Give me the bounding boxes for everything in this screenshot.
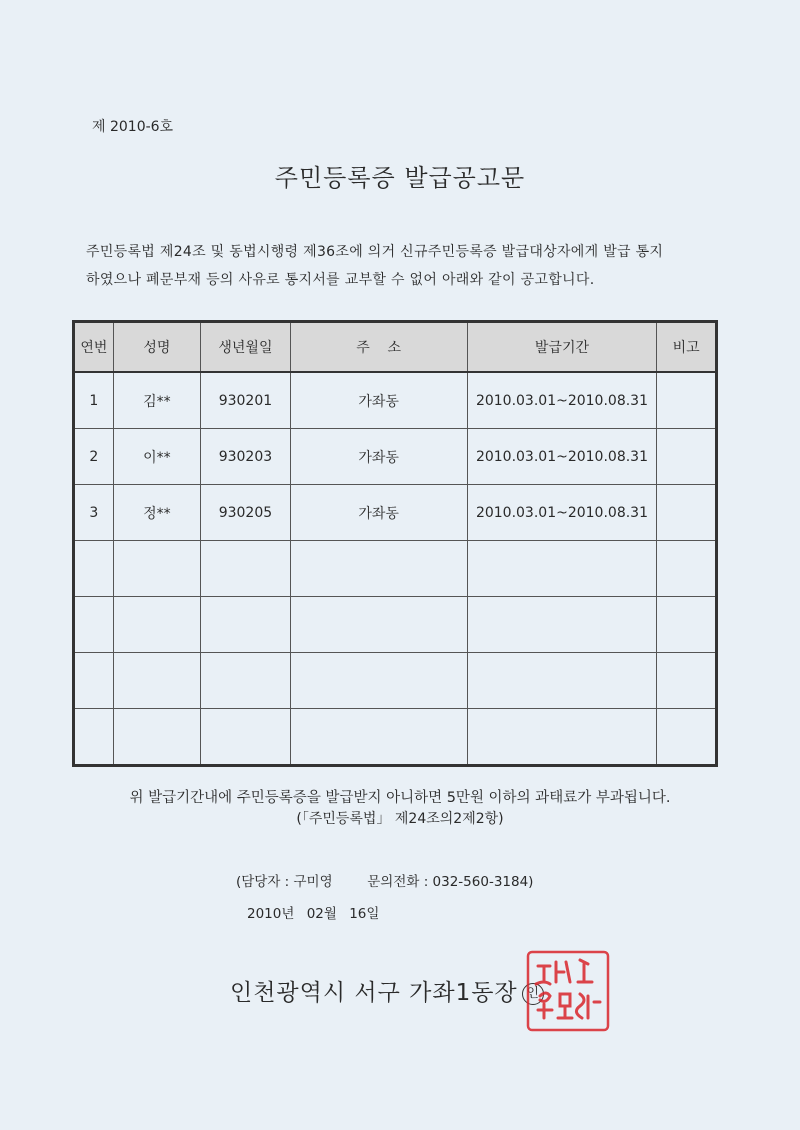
cell-empty bbox=[657, 709, 717, 766]
header-address: 주 소 bbox=[290, 322, 467, 373]
page-title: 주민등록증 발급공고문 bbox=[274, 164, 526, 192]
cell-remarks bbox=[657, 429, 717, 485]
cell-empty bbox=[657, 653, 717, 709]
contact-info bbox=[236, 870, 533, 890]
header-serial: 연번 bbox=[74, 322, 114, 373]
cell-empty bbox=[201, 597, 291, 653]
cell-empty bbox=[201, 541, 291, 597]
cell-empty bbox=[113, 709, 200, 766]
penalty-notice: 위 발급기간내에 주민등록증을 발급받지 아니하면 5만원 이하의 과태료가 부과됩니다. bbox=[129, 790, 671, 806]
cell-period: 2010.03.01~2010.08.31 bbox=[467, 429, 657, 485]
official-seal-stamp bbox=[522, 944, 614, 1036]
cell-name: 정** bbox=[113, 485, 200, 541]
cell-empty bbox=[201, 709, 291, 766]
cell-name: 김** bbox=[113, 372, 200, 429]
cell-birthdate: 930201 bbox=[201, 372, 291, 429]
cell-empty bbox=[74, 653, 114, 709]
cell-empty bbox=[290, 541, 467, 597]
intro-paragraph bbox=[86, 238, 736, 294]
cell-serial: 1 bbox=[74, 372, 114, 429]
cell-empty bbox=[290, 653, 467, 709]
intro-line-2: 하였으나 폐문부재 등의 사유로 통지서를 교부할 수 없어 아래와 같이 공고합니다. bbox=[86, 272, 595, 288]
cell-empty bbox=[467, 597, 657, 653]
cell-empty bbox=[290, 597, 467, 653]
cell-empty bbox=[113, 597, 200, 653]
cell-empty bbox=[657, 541, 717, 597]
table-row-empty bbox=[74, 709, 717, 766]
seal-mark: 인 bbox=[522, 983, 544, 1005]
cell-empty bbox=[74, 709, 114, 766]
header-remarks: 비고 bbox=[657, 322, 717, 373]
law-reference: (「주민등록법」 제24조의2제2항) bbox=[296, 811, 504, 827]
table-row bbox=[74, 429, 717, 485]
cell-name: 이** bbox=[113, 429, 200, 485]
contact-phone: 문의전화 : 032-560-3184) bbox=[367, 874, 534, 890]
cell-birthdate: 930205 bbox=[201, 485, 291, 541]
table-header-row bbox=[74, 322, 717, 373]
issuer-name: 인천광역시 서구 가좌1동장 bbox=[230, 980, 518, 1006]
issue-date: 2010년 02월 16일 bbox=[247, 906, 380, 922]
cell-birthdate: 930203 bbox=[201, 429, 291, 485]
cell-empty bbox=[467, 653, 657, 709]
cell-serial: 3 bbox=[74, 485, 114, 541]
table-row bbox=[74, 372, 717, 429]
cell-serial: 2 bbox=[74, 429, 114, 485]
document-number: 제 2010-6호 bbox=[92, 119, 174, 135]
cell-period: 2010.03.01~2010.08.31 bbox=[467, 485, 657, 541]
header-birthdate: 생년월일 bbox=[201, 322, 291, 373]
table-row bbox=[74, 485, 717, 541]
cell-address: 가좌동 bbox=[290, 485, 467, 541]
header-period: 발급기간 bbox=[467, 322, 657, 373]
cell-empty bbox=[113, 653, 200, 709]
cell-empty bbox=[657, 597, 717, 653]
header-name: 성명 bbox=[113, 322, 200, 373]
cell-address: 가좌동 bbox=[290, 429, 467, 485]
cell-remarks bbox=[657, 372, 717, 429]
cell-period: 2010.03.01~2010.08.31 bbox=[467, 372, 657, 429]
contact-person: (담당자 : 구미영 bbox=[236, 874, 333, 890]
recipient-table bbox=[72, 320, 718, 767]
table-row-empty bbox=[74, 653, 717, 709]
intro-line-1: 주민등록법 제24조 및 동법시행령 제36조에 의거 신규주민등록증 발급대상자에게 발급 통지 bbox=[86, 244, 664, 260]
cell-empty bbox=[201, 653, 291, 709]
cell-remarks bbox=[657, 485, 717, 541]
table-row-empty bbox=[74, 597, 717, 653]
cell-empty bbox=[467, 709, 657, 766]
cell-address: 가좌동 bbox=[290, 372, 467, 429]
issuer-signature bbox=[230, 974, 544, 1007]
cell-empty bbox=[467, 541, 657, 597]
cell-empty bbox=[74, 597, 114, 653]
cell-empty bbox=[113, 541, 200, 597]
cell-empty bbox=[74, 541, 114, 597]
cell-empty bbox=[290, 709, 467, 766]
table-row-empty bbox=[74, 541, 717, 597]
